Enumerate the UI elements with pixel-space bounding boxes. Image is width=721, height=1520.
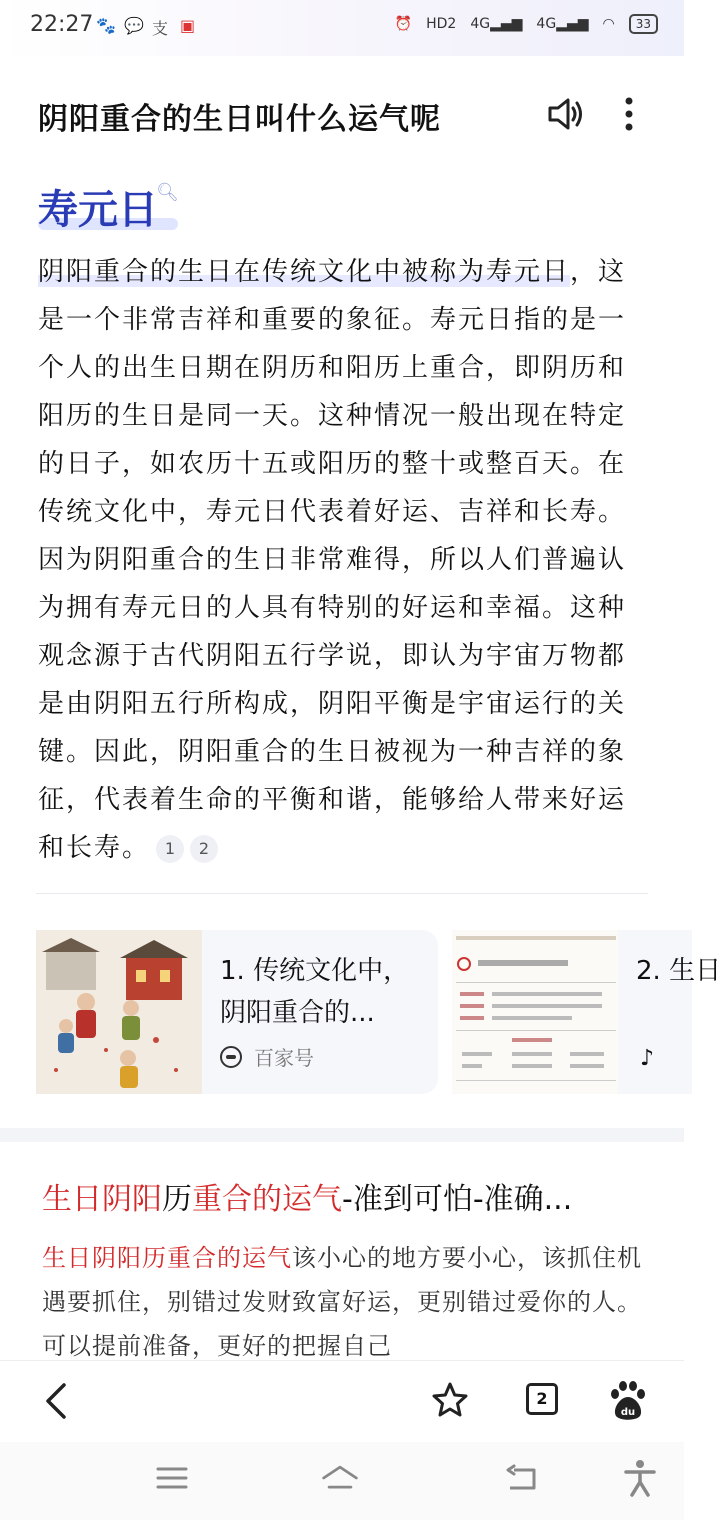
search-icon[interactable]: 🔍︎	[156, 182, 179, 203]
douyin-icon: ♪	[640, 1046, 655, 1071]
signal-2: 4G▂▄▆	[536, 16, 589, 32]
signal-1: 4G▂▄▆	[470, 16, 523, 32]
wechat-icon: 💬	[124, 16, 144, 35]
source-card-1[interactable]	[36, 930, 438, 1094]
system-nav-bar	[0, 1442, 684, 1520]
result-snippet[interactable]	[42, 1236, 642, 1368]
status-bar	[0, 0, 684, 56]
speaker-icon[interactable]	[546, 94, 586, 134]
answer-text: ，这是一个非常吉祥和重要的象征。寿元日指的是一个人的出生日期在阴历和阳历上重合，即阴历和阳历的生日是同一天。这种情况一般出现在特定的日子，如农历十五或阳历的整十或整百天。在传统文化中，寿元日代表着好运、吉祥和长寿。因为阴阳重合的生日非常难得，所以人们普遍认为拥有寿元日的人具有特别的好运和幸福。这种观念源于古代阴阳五行学说，即认为宇宙万物都是由阴阳五行所构成，阴阳平衡是宇宙运行的关键。因此，阴阳重合的生日被视为一种吉祥的象征，代表着生命的平衡和谐，能够给人带来好运和长寿。	[38, 257, 627, 863]
result-snippet-text: 该小心的地方要小心，该抓住机遇要抓住，别错过发财致富好运，更别错过爱你的人。可以提前准备，更好的把握自己	[42, 1244, 642, 1360]
alipay-icon: 支	[152, 19, 169, 38]
card-1-source	[220, 1042, 314, 1071]
return-icon[interactable]	[502, 1458, 542, 1498]
alarm-icon: ⏰	[394, 16, 413, 32]
result-title-highlight-2: 重合的运气	[192, 1182, 342, 1217]
tabs-icon[interactable]: 2	[526, 1383, 558, 1415]
citation-1[interactable]: 1	[156, 835, 184, 863]
section-separator	[0, 1128, 684, 1142]
wifi-icon: ◠	[602, 16, 615, 32]
svg-text:du: du	[620, 1407, 636, 1418]
baijiahao-icon	[220, 1046, 242, 1068]
status-indicators	[395, 14, 658, 34]
card-2-thumbnail	[452, 930, 618, 1094]
divider	[36, 893, 648, 894]
status-time: 22:27	[30, 12, 94, 37]
battery-icon: 33	[629, 14, 658, 34]
page-title: 阴阳重合的生日叫什么运气呢	[38, 102, 441, 137]
more-icon[interactable]	[614, 94, 644, 134]
card-1-thumbnail	[36, 930, 202, 1094]
hd-badge: HD2	[426, 16, 457, 32]
home-icon[interactable]	[320, 1458, 360, 1498]
baidu-paw-icon[interactable]	[606, 1379, 650, 1423]
menu-icon[interactable]	[152, 1458, 192, 1498]
result-title-highlight-1: 生日阴阳	[42, 1182, 162, 1217]
card-1-title: 1. 传统文化中，阴阳重合的...	[220, 956, 410, 1028]
result-snippet-highlight: 生日阴阳历重合的运气	[42, 1244, 292, 1272]
back-icon[interactable]	[38, 1379, 78, 1423]
answer-heading[interactable]: 寿元日	[38, 187, 158, 233]
baidu-notify-icon: 🐾	[96, 16, 116, 35]
answer-body	[38, 248, 650, 872]
accessibility-icon[interactable]	[620, 1458, 660, 1498]
star-icon[interactable]	[430, 1379, 470, 1423]
app-notify-icon: ▣	[180, 16, 196, 35]
page-header	[0, 56, 684, 166]
answer-first-sentence: 阴阳重合的生日在传统文化中被称为寿元日	[38, 257, 571, 287]
card-2-title: 2. 生日	[636, 956, 721, 986]
source-card-2[interactable]	[452, 930, 721, 1094]
card-1-source-name: 百家号	[254, 1046, 314, 1070]
citation-2[interactable]: 2	[190, 835, 218, 863]
browser-toolbar	[0, 1360, 684, 1443]
result-title-text-2: -准到可怕-准确...	[342, 1182, 573, 1217]
result-title-link[interactable]	[42, 1174, 642, 1218]
result-title-text-1: 历	[162, 1182, 192, 1217]
